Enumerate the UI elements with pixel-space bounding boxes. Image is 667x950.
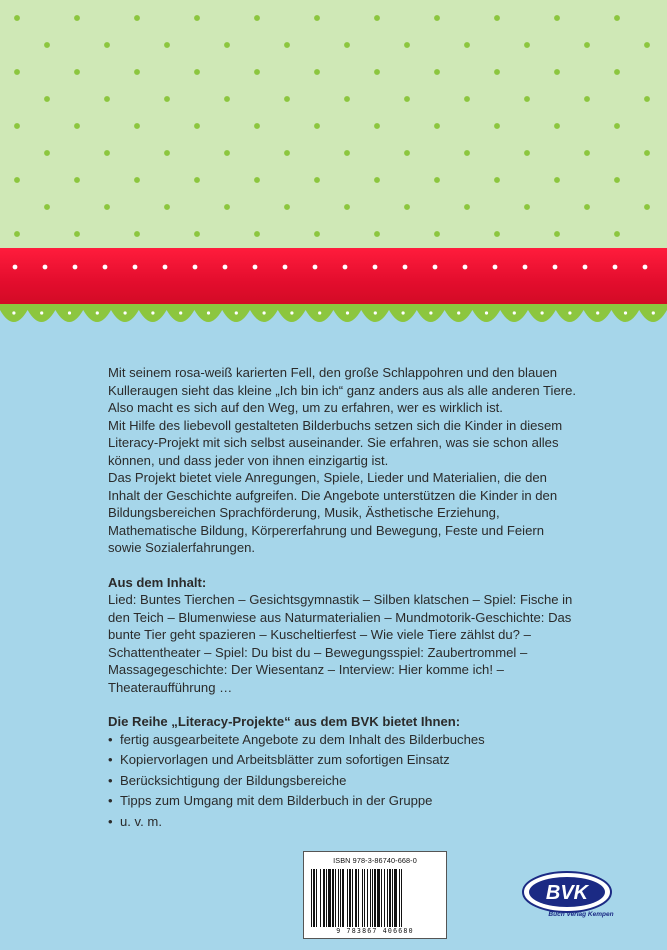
scallop-dot bbox=[124, 311, 127, 314]
barcode-bar bbox=[389, 869, 391, 927]
barcode-bar bbox=[332, 869, 334, 927]
barcode-bar bbox=[323, 869, 325, 927]
intro-paragraph-3: Das Projekt bietet viele Anregungen, Spiele, Lieder und Materialien, die den Inhalt der Geschichte aufgreifen. Die Angebote unterstützen die Kinder in den Bildungsbereichen Sprachförderung, Musik, Ästhetische Erziehung, Mathematische Bildung, Körpererfahrung und Bewegung, Feste und Feiern sowie Sozialerfahrungen. bbox=[108, 470, 558, 555]
barcode-bar bbox=[364, 869, 365, 927]
stripe-dot bbox=[133, 265, 138, 270]
series-heading: Die Reihe „Literacy-Projekte“ aus dem BVK bietet Ihnen: bbox=[108, 714, 461, 729]
scallop-dot bbox=[68, 311, 71, 314]
logo-tagline: Buch Verlag Kempen bbox=[548, 911, 614, 918]
scallop-dot bbox=[346, 311, 349, 314]
stripe-dot bbox=[433, 265, 438, 270]
stripe-dot bbox=[403, 265, 408, 270]
barcode-bar bbox=[340, 869, 341, 927]
barcode-bar bbox=[316, 869, 317, 927]
list-item: • Kopiervorlagen und Arbeitsblätter zum sofortigen Einsatz bbox=[108, 751, 578, 769]
stripe-dot bbox=[313, 265, 318, 270]
contents-text: Lied: Buntes Tierchen – Gesichtsgymnastik – Silben klatschen – Spiel: Fische in den Teich – Blumenwiese aus Naturmaterialien – Mundmotorik-Geschichte: Das bunte Tier geht spazieren – Kuscheltierfest – Wie viele Tiere zählst du? – Schattentheater – Spiel: Du bist du – Bewegungsspiel: Zaubertrommel – Massagegeschichte: Der Wiesentanz – Interview: Hier komme ich! – Theateraufführung … bbox=[108, 592, 573, 695]
stripe-dot bbox=[523, 265, 528, 270]
barcode-bar bbox=[328, 869, 331, 927]
stripe-dot bbox=[43, 265, 48, 270]
red-stripe-dots bbox=[0, 248, 667, 310]
contents-heading: Aus dem Inhalt: bbox=[108, 574, 207, 590]
stripe-dot bbox=[463, 265, 468, 270]
scallop-dot bbox=[96, 311, 99, 314]
stripe-dot bbox=[73, 265, 78, 270]
scallop-edge bbox=[0, 304, 667, 322]
stripe-dot bbox=[583, 265, 588, 270]
intro-paragraph-1: Mit seinem rosa-weiß karierten Fell, den große Schlappohren und den blauen Kulleraugen sieht das kleine „Ich bin ich“ ganz anders aus als alle anderen Tiere. Also macht es sich auf den Weg, um zu erfahren, wer es wirklich ist. bbox=[108, 365, 577, 415]
barcode-bar bbox=[311, 869, 312, 927]
intro-paragraph-2: Mit Hilfe des liebevoll gestalteten Bilderbuchs setzen sich die Kinder in diesem Literacy-Projekt mit sich selbst auseinander. Sie erfahren, was sie schon alles können, und dass jeder von ihnen einzigartig ist. bbox=[108, 417, 563, 468]
barcode-bar bbox=[320, 869, 321, 927]
isbn-barcode-box bbox=[303, 851, 447, 939]
list-item: • u. v. m. bbox=[108, 813, 578, 831]
stripe-dot bbox=[373, 265, 378, 270]
barcode-bar bbox=[367, 869, 368, 927]
stripe-dot bbox=[13, 265, 18, 270]
barcode-bar bbox=[399, 869, 400, 927]
barcode-bar bbox=[338, 869, 339, 927]
barcode-bar bbox=[326, 869, 327, 927]
barcode-bar bbox=[374, 869, 376, 927]
barcode-bar bbox=[313, 869, 315, 927]
stripe-dot bbox=[643, 265, 648, 270]
stripe-dot bbox=[223, 265, 228, 270]
scallop-dot bbox=[624, 311, 627, 314]
barcode-bar bbox=[387, 869, 388, 927]
barcode-bar bbox=[394, 869, 397, 927]
scallop-dot bbox=[402, 311, 405, 314]
barcode-icon bbox=[311, 869, 439, 927]
stripe-dot bbox=[343, 265, 348, 270]
scallop-dot bbox=[457, 311, 460, 314]
barcode-bar bbox=[370, 869, 371, 927]
list-item: • Tipps zum Umgang mit dem Bilderbuch in der Gruppe bbox=[108, 792, 578, 810]
barcode-digits: 9 783867 406680 bbox=[336, 927, 414, 935]
scallop-dot bbox=[429, 311, 432, 314]
barcode-bar bbox=[381, 869, 382, 927]
stripe-dot bbox=[163, 265, 168, 270]
stripe-dot bbox=[253, 265, 258, 270]
stripe-dot bbox=[553, 265, 558, 270]
scallop-dot bbox=[318, 311, 321, 314]
barcode-bar bbox=[392, 869, 393, 927]
description-block bbox=[108, 364, 578, 833]
scalloped-border bbox=[0, 304, 667, 338]
scallop-dot bbox=[235, 311, 238, 314]
barcode-bar bbox=[335, 869, 336, 927]
polka-dot-band bbox=[0, 0, 667, 250]
barcode-bar bbox=[352, 869, 353, 927]
barcode-bar bbox=[355, 869, 357, 927]
stripe-dot bbox=[193, 265, 198, 270]
barcode-bar bbox=[384, 869, 385, 927]
scallop-dot bbox=[568, 311, 571, 314]
list-item: • Berücksichtigung der Bildungsbereiche bbox=[108, 772, 578, 790]
scallop-dot bbox=[513, 311, 516, 314]
scallop-dot bbox=[541, 311, 544, 314]
barcode-bar bbox=[362, 869, 363, 927]
scallop-dot bbox=[263, 311, 266, 314]
logo-text: BVK bbox=[545, 882, 589, 904]
stripe-dot bbox=[493, 265, 498, 270]
series-benefits-list bbox=[108, 731, 578, 831]
scallop-dot bbox=[207, 311, 210, 314]
scallop-dot bbox=[652, 311, 655, 314]
publisher-logo bbox=[521, 868, 615, 918]
scallop-dot bbox=[179, 311, 182, 314]
scallop-dot bbox=[290, 311, 293, 314]
stripe-dot bbox=[103, 265, 108, 270]
stripe-dot bbox=[283, 265, 288, 270]
barcode-bar bbox=[358, 869, 359, 927]
barcode-bar bbox=[377, 869, 380, 927]
barcode-bar bbox=[401, 869, 402, 927]
barcode-bar bbox=[372, 869, 373, 927]
barcode-bar bbox=[349, 869, 351, 927]
list-item: • fertig ausgearbeitete Angebote zu dem Inhalt des Bilderbuches bbox=[108, 731, 578, 749]
scallop-dot bbox=[374, 311, 377, 314]
scallop-dot bbox=[596, 311, 599, 314]
scallop-dot bbox=[40, 311, 43, 314]
scallop-dot bbox=[12, 311, 15, 314]
stripe-dot bbox=[613, 265, 618, 270]
isbn-label: ISBN 978-3-86740-668-0 bbox=[333, 856, 417, 865]
barcode-bar bbox=[342, 869, 344, 927]
barcode-bar bbox=[347, 869, 348, 927]
scallop-dot bbox=[485, 311, 488, 314]
scallop-dot bbox=[151, 311, 154, 314]
